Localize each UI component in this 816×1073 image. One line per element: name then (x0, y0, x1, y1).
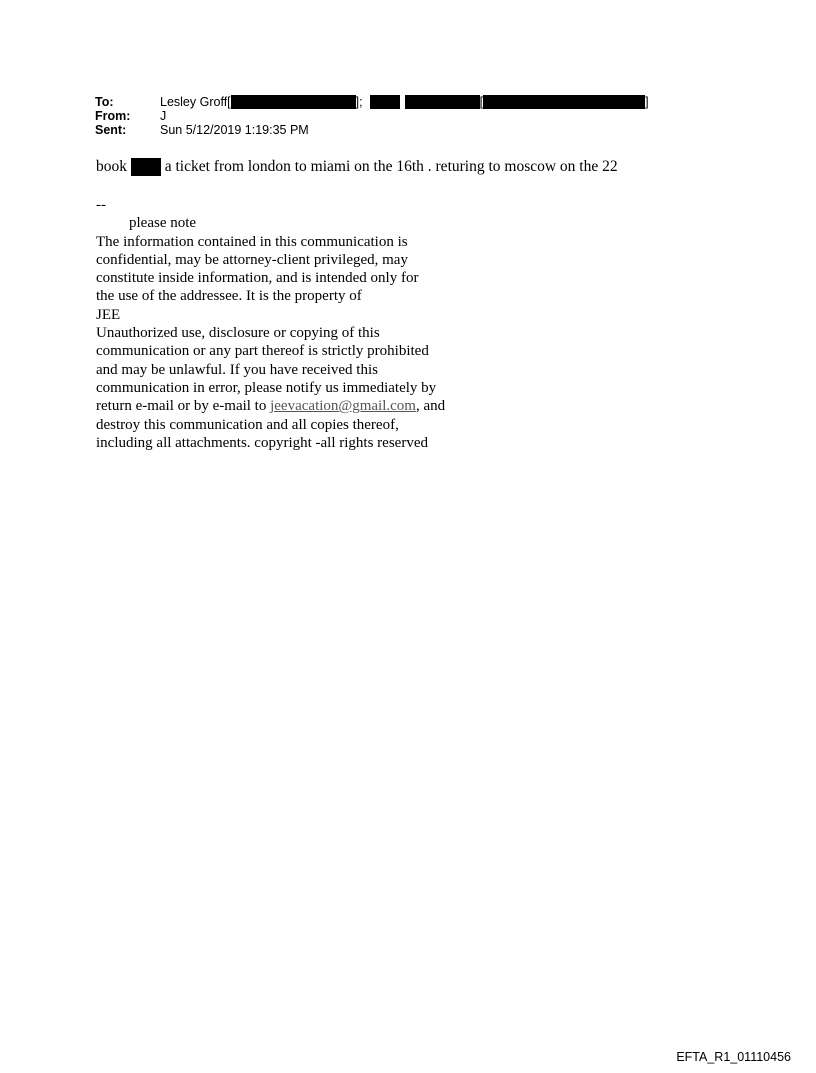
sent-value: Sun 5/12/2019 1:19:35 PM (160, 123, 309, 137)
to-bracket-open: [ (479, 95, 484, 109)
signature-text: return e-mail or by e-mail to (96, 398, 271, 415)
to-bracket-close: ] (645, 95, 649, 109)
from-value: J (160, 109, 167, 123)
email-body (96, 158, 618, 176)
redaction-block (370, 95, 400, 109)
to-value (160, 95, 649, 109)
signature-line: confidential, may be attorney-client privileged, may (96, 251, 408, 268)
signature-line: constitute inside information, and is intended only for (96, 270, 419, 287)
signature-line: JEE (96, 306, 121, 323)
email-link[interactable]: jeevacation@gmail.com (270, 398, 416, 415)
signature-line: including all attachments. copyright -all rights reserved (96, 434, 428, 451)
to-separator: ]; (355, 95, 363, 109)
signature-line: the use of the addressee. It is the property of (96, 288, 362, 305)
signature-dashes: -- (96, 197, 106, 213)
to-label: To: (95, 95, 114, 109)
document-id: EFTA_R1_01110456 (676, 1050, 791, 1064)
to-name: Lesley Groff[ (160, 95, 231, 109)
signature-line-with-link (96, 397, 445, 415)
signature-line: Unauthorized use, disclosure or copying of this (96, 325, 380, 342)
signature-line: and may be unlawful. If you have received this (96, 361, 378, 378)
email-signature (96, 196, 445, 452)
redaction-block (231, 95, 356, 109)
redaction-block (405, 95, 480, 109)
signature-line: communication in error, please notify us immediately by (96, 379, 437, 396)
redaction-block (483, 95, 645, 109)
from-label: From: (95, 109, 131, 123)
body-text: a ticket from london to miami on the 16th . returing to moscow on the 22 (164, 158, 618, 175)
redaction-block (131, 158, 161, 176)
signature-line: please note (129, 215, 197, 232)
signature-line: The information contained in this communication is (96, 233, 408, 250)
signature-line: communication or any part thereof is strictly prohibited (96, 343, 429, 360)
body-word-before: book (96, 158, 127, 175)
signature-text: , and (415, 398, 446, 415)
sent-label: Sent: (95, 123, 127, 137)
signature-line: destroy this communication and all copies thereof, (96, 416, 399, 433)
